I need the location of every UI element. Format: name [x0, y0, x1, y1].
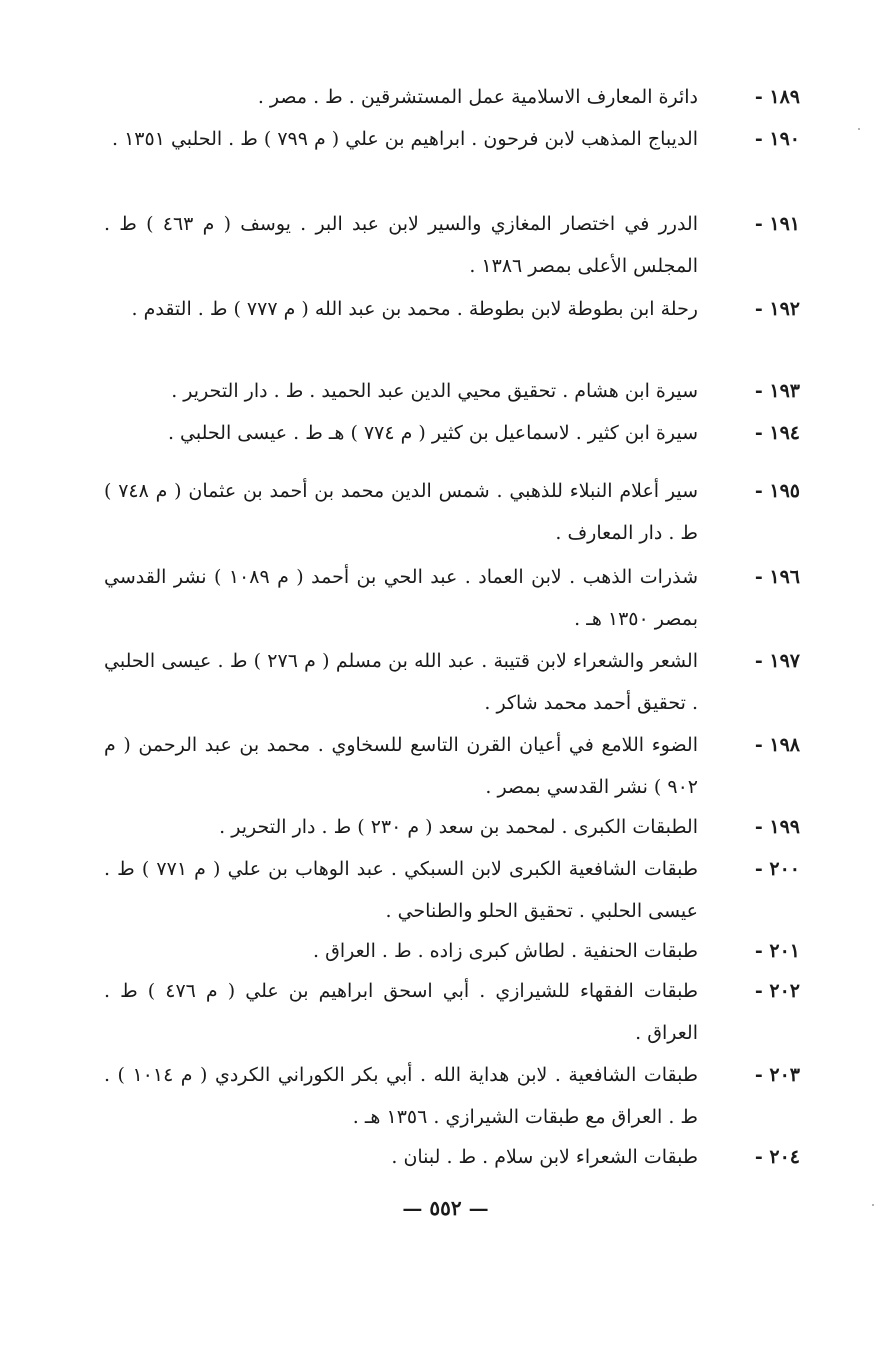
entry-text: طبقات الشافعية الكبرى لابن السبكي . عبد الوهاب بن علي ( م ٧٧١ ) ط . عيسى الحلبي . تحقيق الحلو والطناحي .: [104, 858, 698, 922]
page-number: — ٥٥٢ —: [402, 1196, 489, 1220]
entry-number: ١٩٠ -: [754, 128, 800, 150]
entry-number: ١٩١ -: [754, 213, 800, 235]
entry-200: [100, 848, 800, 932]
entry-number: ٢٠٣ -: [754, 1064, 800, 1086]
entry-199: [100, 806, 800, 848]
entry-number: ٢٠٤ -: [754, 1146, 800, 1168]
entry-203: [100, 1054, 800, 1138]
entry-201: [100, 930, 800, 972]
entry-text: الضوء اللامع في أعيان القرن التاسع للسخاوي . محمد بن عبد الرحمن ( م ٩٠٢ ) نشر القدسي بمصر .: [104, 734, 698, 798]
entry-number: ١٩٢ -: [754, 298, 800, 320]
entry-number: ٢٠١ -: [754, 940, 800, 962]
entry-number: ١٩٤ -: [754, 422, 800, 444]
entry-number: ١٩٦ -: [754, 566, 800, 588]
entry-text: سير أعلام النبلاء للذهبي . شمس الدين محمد بن أحمد بن عثمان ( م ٧٤٨ ) ط . دار المعارف .: [104, 480, 698, 544]
entry-191: [100, 203, 800, 287]
entry-text: طبقات الشافعية . لابن هداية الله . أبي بكر الكوراني الكردي ( م ١٠١٤ ) . ط . العراق مع طبقات الشيرازي . ١٣٥٦ هـ .: [104, 1064, 699, 1128]
entry-190: [100, 118, 800, 160]
entry-196: [100, 556, 800, 640]
entry-number: ١٩٨ -: [754, 734, 800, 756]
entry-189: [100, 76, 800, 118]
entry-number: ١٩٧ -: [754, 650, 800, 672]
entry-195: [100, 470, 800, 554]
entry-number: ٢٠٢ -: [754, 980, 800, 1002]
entry-text: رحلة ابن بطوطة لابن بطوطة . محمد بن عبد الله ( م ٧٧٧ ) ط . التقدم .: [131, 298, 698, 320]
entry-text: الدرر في اختصار المغازي والسير لابن عبد البر . يوسف ( م ٤٦٣ ) ط . المجلس الأعلى بمصر ١٣٨٦ .: [104, 213, 698, 277]
entry-number: ١٩٥ -: [754, 480, 800, 502]
entry-number: ٢٠٠ -: [754, 858, 800, 880]
entry-204: [100, 1136, 800, 1178]
entry-text: شذرات الذهب . لابن العماد . عبد الحي بن أحمد ( م ١٠٨٩ ) نشر القدسي بمصر ١٣٥٠ هـ .: [104, 566, 698, 630]
entry-number: ١٨٩ -: [754, 86, 800, 108]
entry-text: طبقات الفقهاء للشيرازي . أبي اسحق ابراهيم بن علي ( م ٤٧٦ ) ط . العراق .: [104, 980, 698, 1044]
entry-202: [100, 970, 800, 1054]
entry-193: [100, 370, 800, 412]
entry-number: ١٩٩ -: [754, 816, 800, 838]
entry-text: سيرة ابن كثير . لاسماعيل بن كثير ( م ٧٧٤ ) هـ ط . عيسى الحلبي .: [167, 422, 698, 444]
scan-speck: [858, 128, 860, 130]
entry-text: الطبقات الكبرى . لمحمد بن سعد ( م ٢٣٠ ) ط . دار التحرير .: [219, 816, 698, 838]
scan-speck: [872, 1204, 874, 1206]
entry-192: [100, 288, 800, 330]
entry-197: [100, 640, 800, 724]
entry-text: سيرة ابن هشام . تحقيق محيي الدين عبد الحميد . ط . دار التحرير .: [171, 380, 698, 402]
entry-198: [100, 724, 800, 808]
entry-text: الديباج المذهب لابن فرحون . ابراهيم بن علي ( م ٧٩٩ ) ط . الحلبي ١٣٥١ .: [111, 128, 698, 150]
entry-194: [100, 412, 800, 454]
entry-text: طبقات الحنفية . لطاش كبرى زاده . ط . العراق .: [313, 940, 698, 962]
entry-text: الشعر والشعراء لابن قتيبة . عبد الله بن مسلم ( م ٢٧٦ ) ط . عيسى الحلبي . تحقيق أحمد محمد شاكر .: [104, 650, 698, 714]
entry-number: ١٩٣ -: [754, 380, 800, 402]
entry-text: طبقات الشعراء لابن سلام . ط . لبنان .: [391, 1146, 698, 1168]
entry-text: دائرة المعارف الاسلامية عمل المستشرقين . ط . مصر .: [257, 86, 698, 108]
